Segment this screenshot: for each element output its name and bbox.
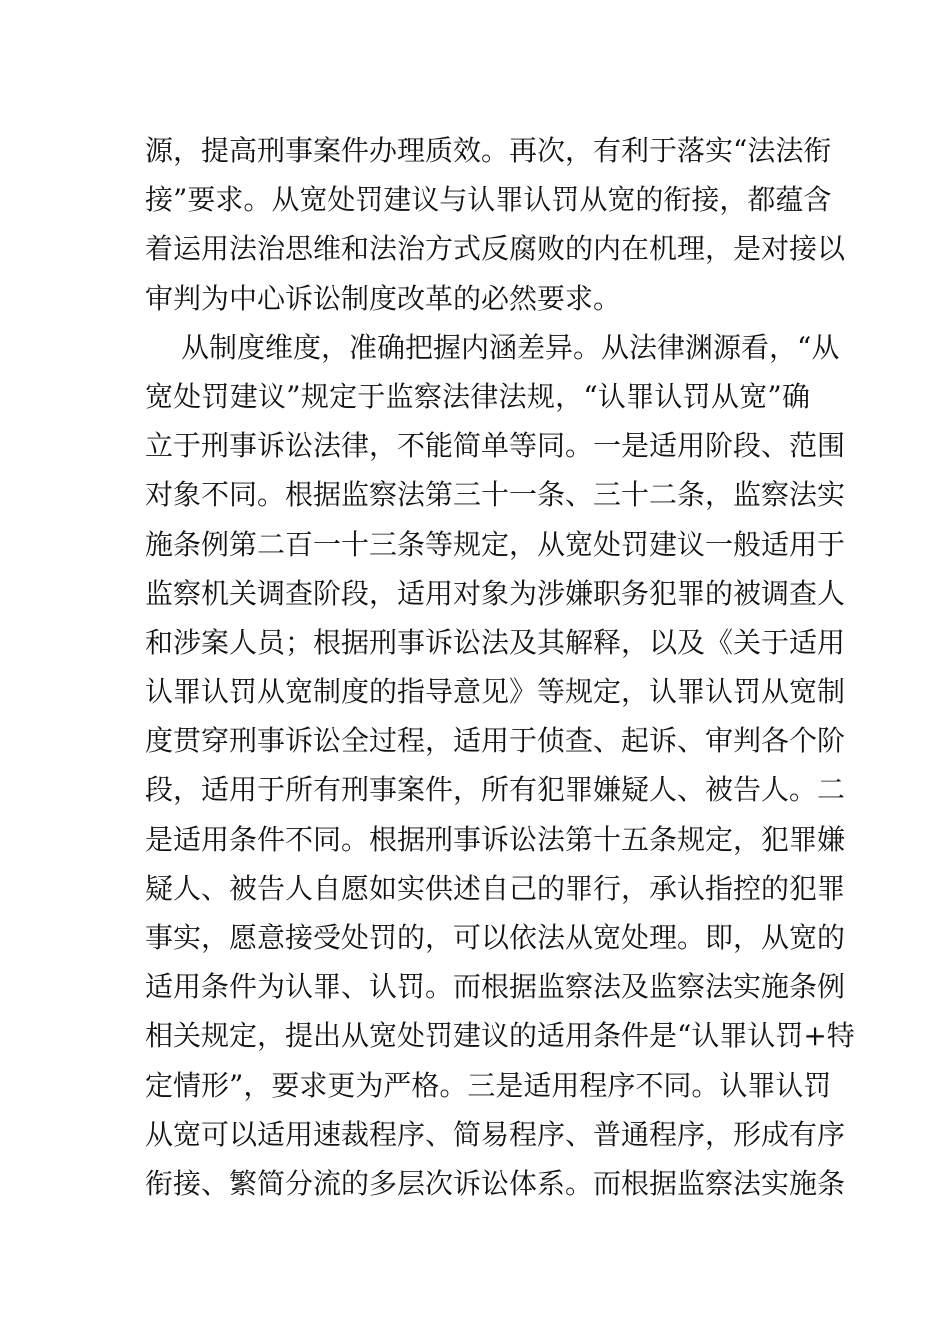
text-line: 度贯穿刑事诉讼全过程，适用于侦查、起诉、审判各个阶	[145, 724, 846, 758]
text-line: 相关规定，提出从宽处罚建议的适用条件是“认罪认罚+特	[145, 1019, 855, 1053]
text-line: 接”要求。从宽处罚建议与认罪认罚从宽的衔接，都蕴含	[145, 183, 832, 217]
text-line: 宽处罚建议”规定于监察法律法规，“认罪认罚从宽”确	[145, 379, 810, 413]
text-line: 疑人、被告人自愿如实供述自己的罪行，承认指控的犯罪	[145, 871, 846, 905]
text-line-content: 从制度维度，准确把握内涵差异。从法律渊源看，“从	[181, 330, 840, 364]
text-line: 是适用条件不同。根据刑事诉讼法第十五条规定，犯罪嫌	[145, 822, 846, 856]
text-line: 对象不同。根据监察法第三十一条、三十二条，监察法实	[145, 478, 846, 512]
text-line: 事实，愿意接受处罚的，可以依法从宽处理。即，从宽的	[145, 921, 846, 954]
text-line-indented	[145, 323, 840, 372]
text-line: 衔接、繁简分流的多层次诉讼体系。而根据监察法实施条	[145, 1166, 846, 1200]
text-line: 监察机关调查阶段，适用对象为涉嫌职务犯罪的被调查人	[145, 576, 846, 610]
text-line: 从宽可以适用速裁程序、简易程序、普通程序，形成有序	[145, 1117, 846, 1151]
body-text	[145, 126, 855, 1208]
text-line: 和涉案人员；根据刑事诉讼法及其解释，以及《关于适用	[145, 625, 846, 659]
text-line: 定情形”，要求更为严格。三是适用程序不同。认罪认罚	[145, 1068, 832, 1102]
text-line: 段，适用于所有刑事案件，所有犯罪嫌疑人、被告人。二	[145, 773, 846, 807]
text-line: 适用条件为认罪、认罚。而根据监察法及监察法实施条例	[145, 970, 846, 1004]
text-line: 认罪认罚从宽制度的指导意见》等规定，认罪认罚从宽制	[145, 675, 846, 709]
text-line: 审判为中心诉讼制度改革的必然要求。	[145, 281, 622, 315]
text-line: 源，提高刑事案件办理质效。再次，有利于落实“法法衔	[145, 134, 832, 167]
text-line: 着运用法治思维和法治方式反腐败的内在机理，是对接以	[145, 232, 846, 266]
text-line: 立于刑事诉讼法律，不能简单等同。一是适用阶段、范围	[145, 429, 846, 463]
text-line: 施条例第二百一十三条等规定，从宽处罚建议一般适用于	[145, 527, 846, 561]
